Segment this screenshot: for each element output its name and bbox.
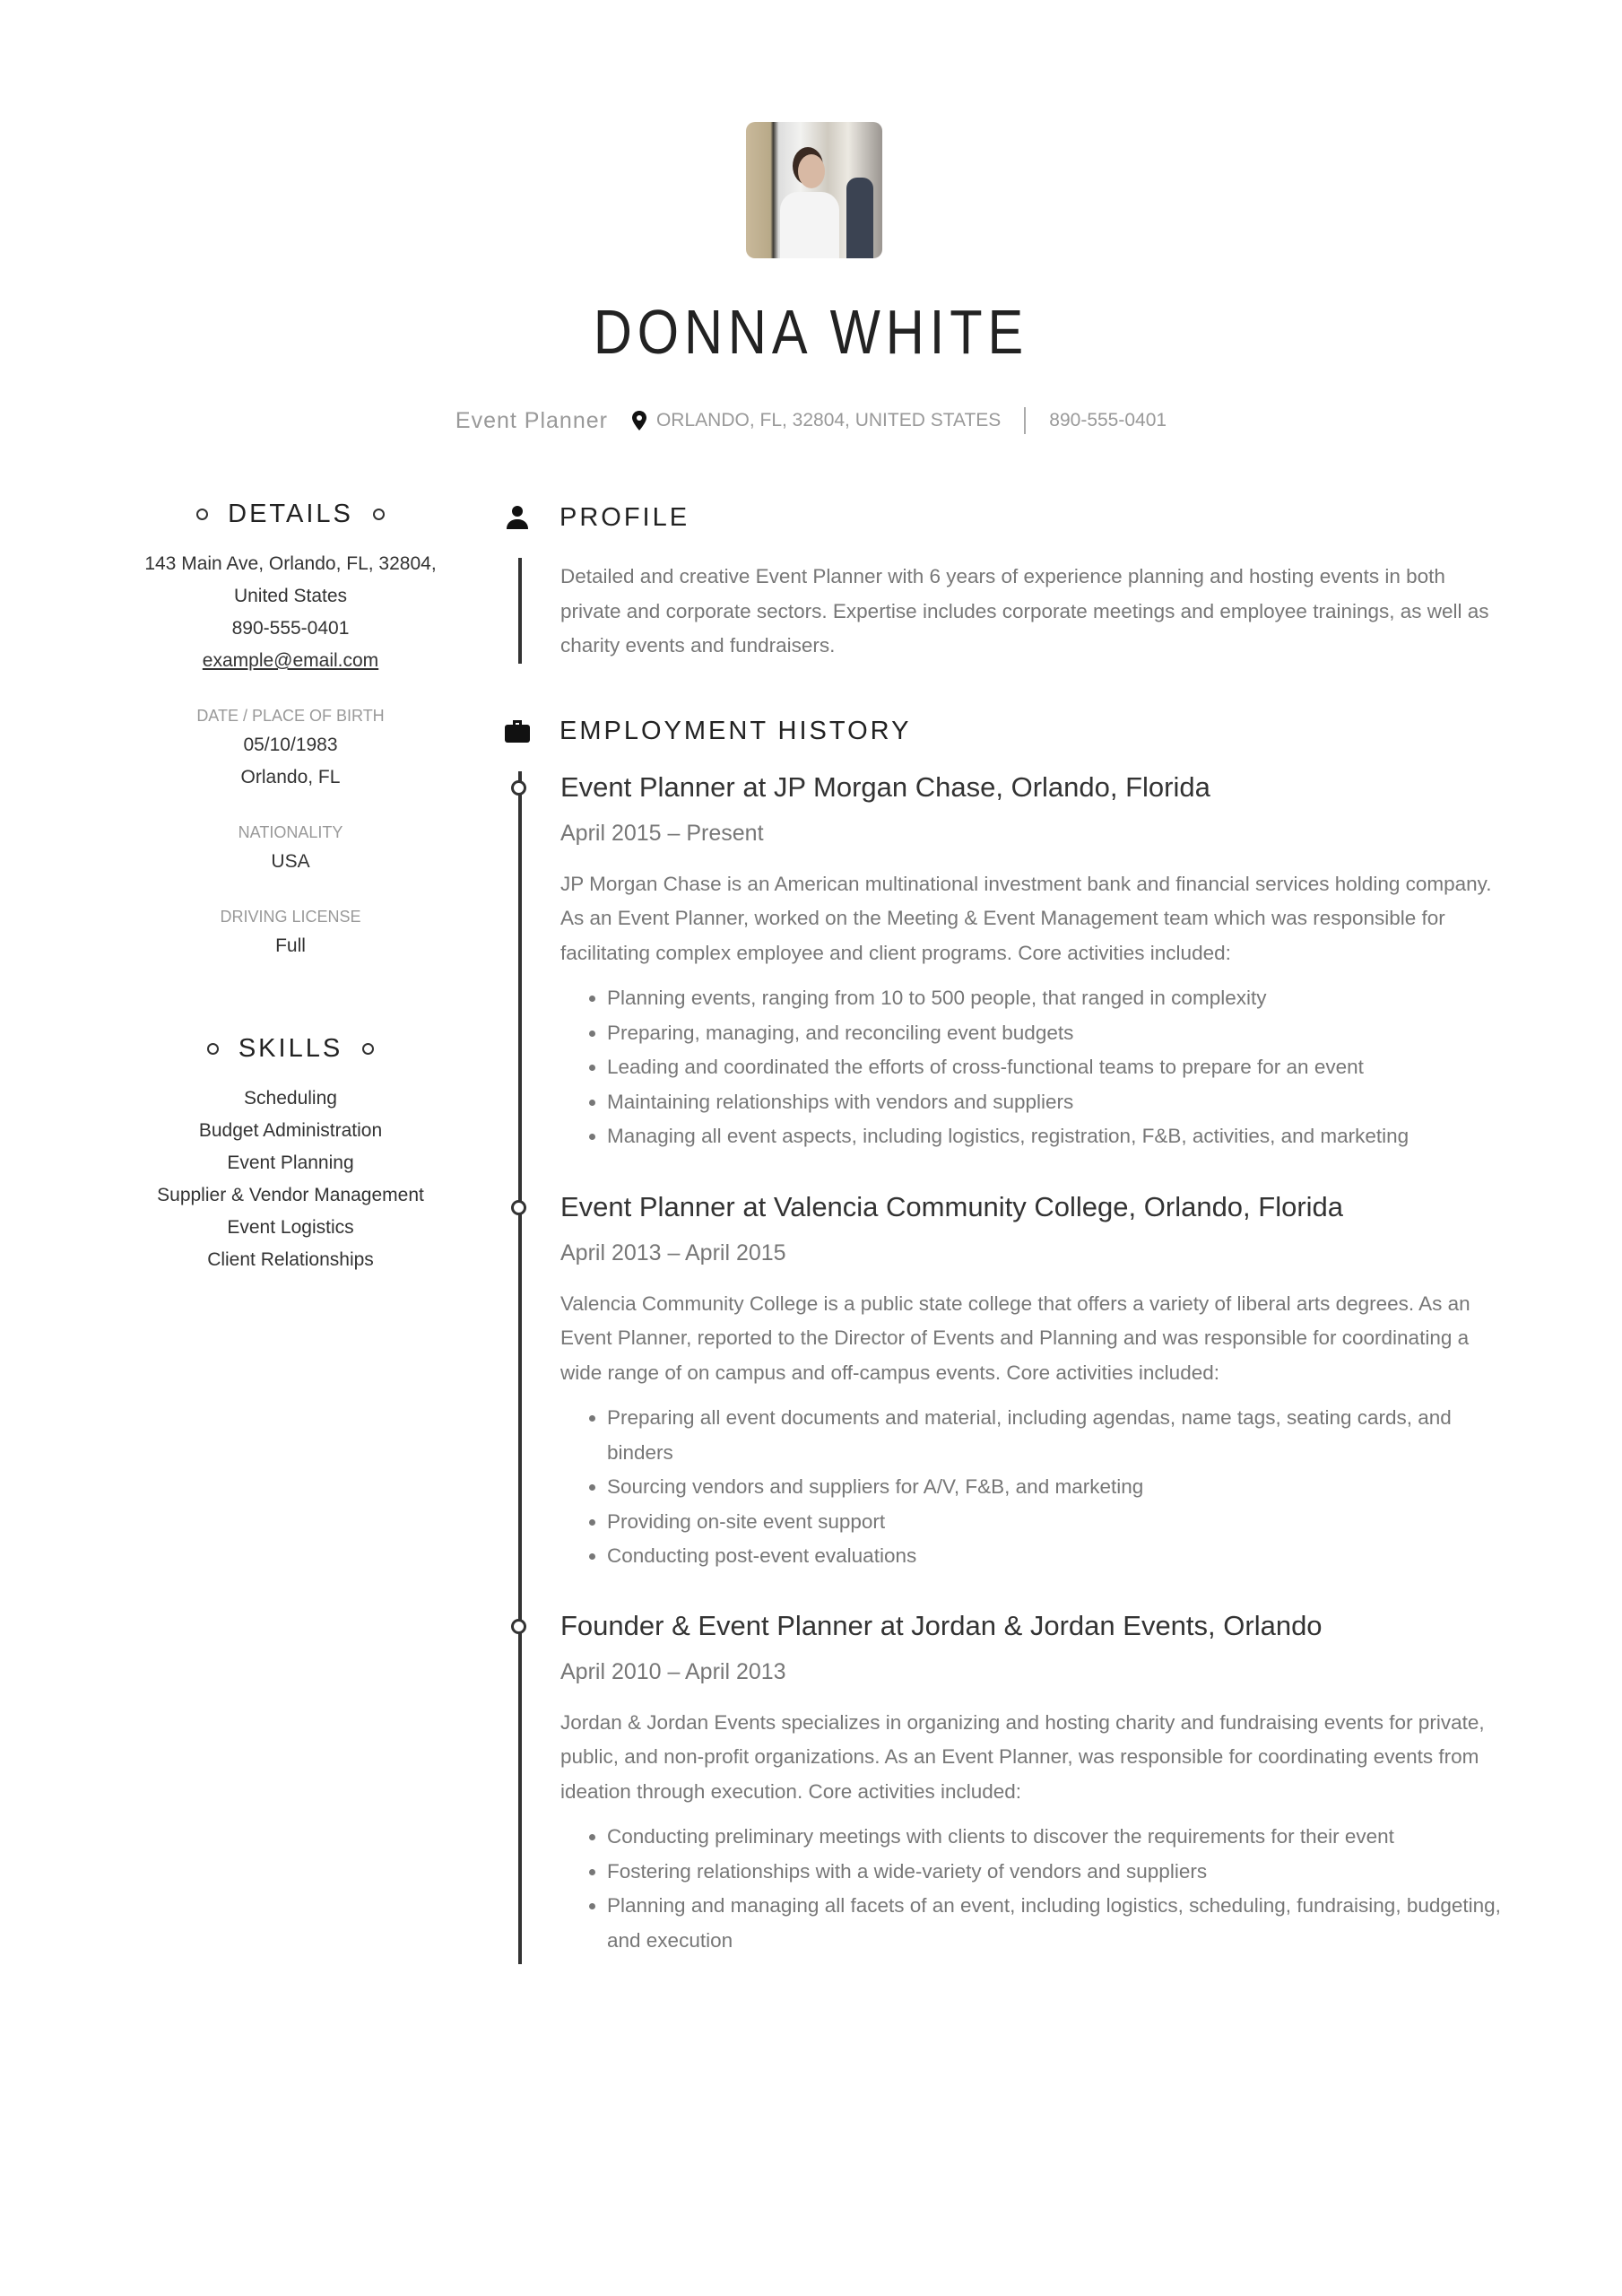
skill-item: Scheduling bbox=[244, 1088, 337, 1109]
birth-label: DATE / PLACE OF BIRTH bbox=[196, 707, 385, 725]
employment-timeline bbox=[518, 771, 522, 1964]
header-subline bbox=[0, 407, 1622, 434]
timeline-dot bbox=[511, 1200, 526, 1215]
profile-text: Detailed and creative Event Planner with 6 years of experience planning and hosting events in both private and corporate sectors. Expertise includes corporate meetings and employee trainings, as well as charity events and fundraisers. bbox=[560, 565, 1489, 657]
job-bullets bbox=[560, 1401, 1502, 1574]
job-entry bbox=[560, 1608, 1502, 1958]
job-dates: April 2013 – April 2015 bbox=[560, 1240, 786, 1265]
sidebar bbox=[126, 498, 455, 1276]
license: Full bbox=[275, 935, 306, 956]
bullet: • Leading and coordinated the efforts of cross-functional teams to prepare for an event bbox=[607, 1050, 1502, 1085]
address-line: 143 Main Ave, Orlando, FL, 32804, bbox=[144, 553, 437, 574]
address-line: United States bbox=[233, 586, 348, 606]
nationality-label: NATIONALITY bbox=[238, 823, 343, 841]
job-description: Valencia Community College is a public state college that offers a variety of liberal arts degrees. As an Event Planner, reported to the Director of Events and Planning and was responsible for coordinating a wide range of on campus and off-campus events. Core activities included: bbox=[560, 1292, 1470, 1384]
job-entry bbox=[560, 770, 1502, 1154]
bullet: • Maintaining relationships with vendors and suppliers bbox=[607, 1085, 1502, 1120]
bullet: • Managing all event aspects, including logistics, registration, F&B, activities, and marketing bbox=[607, 1119, 1502, 1154]
job-title: Event Planner bbox=[455, 407, 608, 433]
skills-heading: SKILLS bbox=[126, 1032, 455, 1065]
job-description: JP Morgan Chase is an American multinational investment bank and financial services holding company. As an Event Planner, worked on the Meeting & Event Management team which was responsible for facilitating complex employee and client programs. Core activities included: bbox=[560, 872, 1492, 964]
bullet: • Planning events, ranging from 10 to 500 people, that ranged in complexity bbox=[607, 981, 1502, 1016]
skill-item: Event Planning bbox=[227, 1152, 354, 1173]
license-label: DRIVING LICENSE bbox=[220, 908, 361, 926]
profile-photo bbox=[746, 122, 882, 258]
job-dates: April 2015 – Present bbox=[560, 821, 764, 846]
birth-place: Orlando, FL bbox=[240, 767, 341, 787]
bullet: • Conducting post-event evaluations bbox=[607, 1539, 1502, 1574]
bullet: • Planning and managing all facets of an event, including logistics, scheduling, fundraising, budgeting, and execution bbox=[607, 1889, 1502, 1958]
employment-heading: EMPLOYMENT HISTORY bbox=[502, 716, 911, 746]
briefcase-icon bbox=[502, 716, 533, 746]
job-description: Jordan & Jordan Events specializes in organizing and hosting charity and fundraising events for private, public, and non-profit organizations. As an Event Planner, was responsible for coordinating events from ideation through execution. Core activities included: bbox=[560, 1710, 1485, 1803]
bullet: • Sourcing vendors and suppliers for A/V, F&B, and marketing bbox=[607, 1470, 1502, 1505]
nationality: USA bbox=[271, 851, 310, 872]
profile-timeline bbox=[518, 558, 522, 664]
skill-item: Budget Administration bbox=[198, 1120, 383, 1141]
job-title: Event Planner at JP Morgan Chase, Orlando, Florida bbox=[560, 770, 1502, 805]
job-title: Event Planner at Valencia Community College, Orlando, Florida bbox=[560, 1189, 1502, 1225]
phone: 890-555-0401 bbox=[231, 618, 350, 639]
skill-item: Client Relationships bbox=[207, 1249, 374, 1270]
skill-item: Event Logistics bbox=[227, 1217, 354, 1238]
candidate-name: DONNA WHITE bbox=[593, 297, 1029, 367]
job-dates: April 2010 – April 2013 bbox=[560, 1659, 786, 1684]
details-heading: DETAILS bbox=[126, 498, 455, 530]
bullet: • Conducting preliminary meetings with clients to discover the requirements for their event bbox=[607, 1820, 1502, 1855]
header-location: ORLANDO, FL, 32804, UNITED STATES bbox=[655, 410, 1002, 430]
timeline-dot bbox=[511, 1619, 526, 1634]
person-icon bbox=[502, 502, 533, 533]
email-link[interactable]: example@email.com bbox=[202, 650, 379, 671]
bullet: • Fostering relationships with a wide-variety of vendors and suppliers bbox=[607, 1855, 1502, 1890]
bullet: • Providing on-site event support bbox=[607, 1505, 1502, 1540]
job-entry bbox=[560, 1189, 1502, 1574]
job-bullets bbox=[560, 981, 1502, 1154]
location-pin-icon bbox=[631, 411, 647, 430]
job-title: Founder & Event Planner at Jordan & Jordan Events, Orlando bbox=[560, 1608, 1502, 1644]
job-bullets bbox=[560, 1820, 1502, 1958]
bullet: • Preparing all event documents and material, including agendas, name tags, seating cards, and binders bbox=[607, 1401, 1502, 1470]
birth-date: 05/10/1983 bbox=[243, 735, 338, 755]
bullet: • Preparing, managing, and reconciling event budgets bbox=[607, 1016, 1502, 1051]
divider bbox=[1024, 407, 1026, 434]
profile-heading: PROFILE bbox=[502, 502, 690, 533]
skill-item: Supplier & Vendor Management bbox=[157, 1185, 424, 1205]
timeline-dot bbox=[511, 780, 526, 796]
header-phone: 890-555-0401 bbox=[1049, 410, 1167, 430]
